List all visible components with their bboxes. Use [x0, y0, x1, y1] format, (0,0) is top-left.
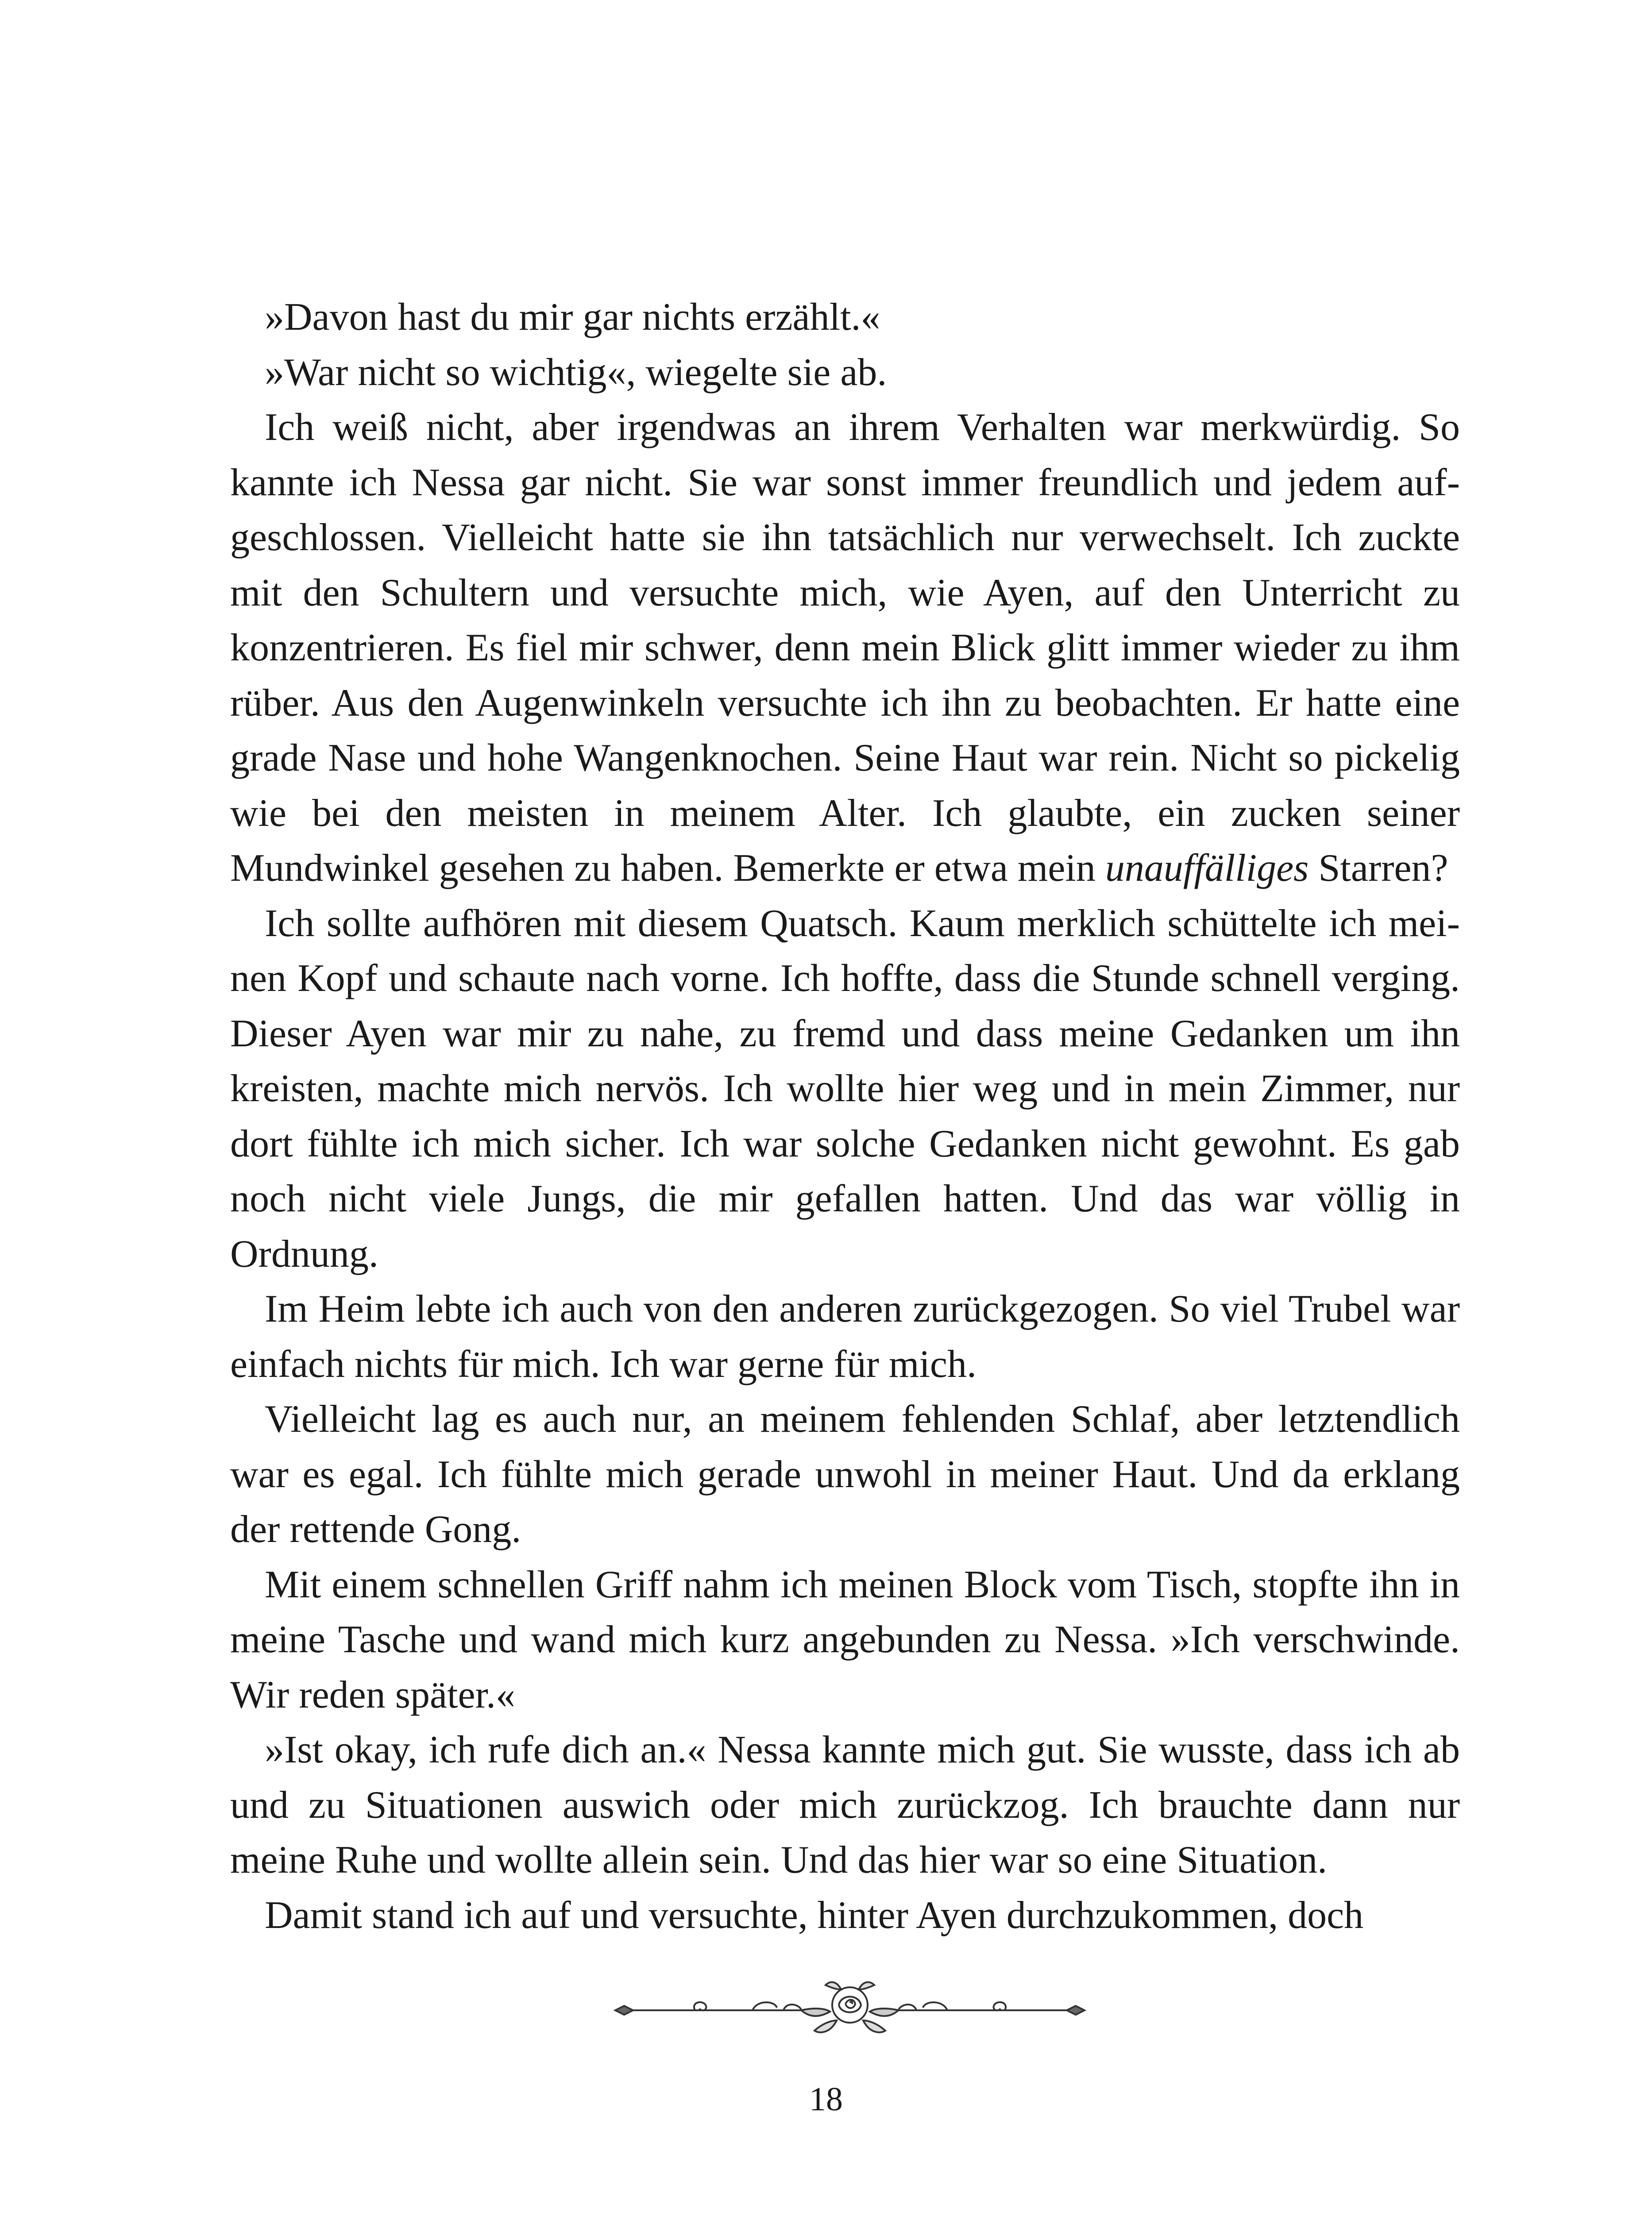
emphasized-text: unauffälliges — [1105, 847, 1309, 890]
paragraph: Ich sollte aufhören mit diesem Quatsch. Kaum merklich schüttelte ich meinen Kopf und schaute nach vorne. Ich hoffte, dass die Stunde schnell verging. Dieser Ayen war mir zu nahe, zu fremd und dass meine Gedanken um ihn kreisten, machte mich nervös. Ich wollte hier weg und in mein Zimmer, nur dort fühlte ich mich sicher. Ich war solche Gedanken nicht gewohnt. Es gab noch nicht viele Jungs, die mir gefallen hatten. Und das war völlig in Ordnung. — [230, 902, 1460, 1276]
paragraph: Damit stand ich auf und versuchte, hinter Ayen durchzukommen, doch — [265, 1893, 1364, 1937]
paragraph: Im Heim lebte ich auch von den anderen zurückgezogen. So viel Trubel war einfach nichts für mich. Ich war gerne für mich. — [230, 1288, 1460, 1386]
body-text — [230, 290, 1460, 1943]
paragraph: »Ist okay, ich rufe dich an.« Nessa kannte mich gut. Sie wusste, dass ich ab und zu Situationen auswich oder mich zurückzog. Ich brauchte dann nur meine Ruhe und wollte allein sein. Und das hier war so eine Situation. — [230, 1728, 1460, 1881]
page-number: 18 — [809, 2081, 843, 2118]
paragraph: Vielleicht lag es auch nur, an meinem fehlenden Schlaf, aber letztendlich war es egal. Ich fühlte mich gerade unwohl in meiner Haut. Und da erklang der rettende Gong. — [230, 1398, 1460, 1551]
paragraph: Mit einem schnellen Griff nahm ich meinen Block vom Tisch, stopfte ihn in meine Tasche und wand mich kurz angebunden zu Nessa. »Ich verschwinde. Wir reden später.« — [230, 1563, 1460, 1716]
paragraph-text: Ich weiß nicht, aber irgendwas an ihrem Verhalten war merkwürdig. So kannte ich Nessa gar nicht. Sie war sonst immer freundlich und jedem aufgeschlossen. Vielleicht hatte sie ihn tatsächlich nur verwechselt. Ich zuckte mit den Schultern und versuchte mich, wie Ayen, auf den Unterricht zu konzentrieren. Es fiel mir schwer, denn mein Blick glitt immer wieder zu ihm rüber. Aus den Augenwinkeln versuchte ich ihn zu beobachten. Er hatte eine grade Nase und hohe Wangenknochen. Seine Haut war rein. Nicht so pickelig wie bei den meisten in meinem Alter. Ich glaubte, ein zucken seiner Mundwinkel gesehen zu haben. Bemerkte er etwa mein — [230, 406, 1460, 890]
rose-flourish-icon — [606, 1978, 1093, 2040]
paragraph: »War nicht so wichtig«, wiegelte sie ab. — [265, 351, 887, 394]
paragraph-text: Starren? — [1308, 847, 1448, 890]
paragraph: »Davon hast du mir gar nichts erzählt.« — [265, 296, 880, 339]
paragraph — [230, 400, 1460, 896]
